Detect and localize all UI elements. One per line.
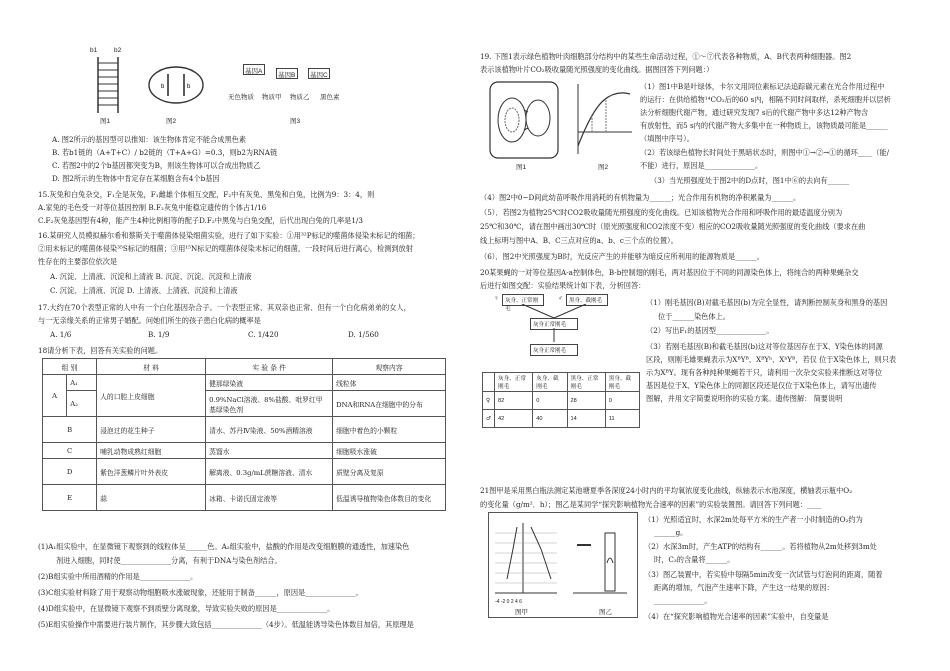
q18-answer-5: (5)E组实验操作中需要进行装片制作，其步骤大致包括______________（4步）。低温能诱导染色体数目加倍，其原理是 — [38, 620, 414, 629]
figure-1-dna-diagram — [90, 55, 130, 115]
q21-stem-1: 21图甲是采用黑白瓶法测定某池塘夏季各深度24小时内的平均氧浓度变化曲线，纵轴表示水池深度，横轴表示瓶中O₂ — [480, 486, 853, 495]
table-header-row — [483, 373, 640, 392]
male-symbol: ♂ — [558, 295, 563, 302]
figure-3-pathway — [228, 64, 348, 104]
q19-figure-2-curve — [572, 80, 634, 160]
q19-stem-2: 表示该植物叶片CO₂吸收量随光照强度的变化曲线。据图回答下列问题：） — [480, 65, 714, 74]
q21-side-5: （3）图乙装置中，若实验中每隔5min改变一次试管与灯泡间的距离，随着 — [644, 570, 883, 579]
material-cell: 蒜 — [97, 485, 206, 511]
group-cell: C — [43, 443, 97, 459]
q21-side-6: 距离的增加，气泡产生速率下降，产生这一结果的原因： — [654, 583, 834, 592]
svg-text:b: b — [161, 84, 165, 90]
q16-line-2: ②用未标记的噬菌体侵染³⁵S标记的细菌；③用¹⁵N标记的噬菌体侵染未标记的细菌，一段时间后进行离心，检测到放射 — [38, 244, 413, 253]
table-cell: 0 — [605, 392, 639, 410]
condition-cell: 解离液、0.3g/mL蔗糖溶液、清水 — [206, 459, 333, 485]
q21-side-3: （2）水深3m时，产生ATP的结构有______。若将植物从2m处移到3m处 — [644, 542, 877, 551]
fig-yi-apparatus — [571, 523, 631, 603]
table-row — [43, 459, 446, 485]
q16-line-1: 16.某研究人员模拟赫尔希和蔡斯关于噬菌体侵染细菌实验，进行了如下实验：①用³²P标记的噬菌体侵染未标记的细菌； — [38, 231, 420, 240]
q19-figure-2-caption: 图2 — [598, 164, 609, 171]
table-cell: 14 — [567, 410, 605, 428]
observation-cell: DNA和RNA在细胞中的分布 — [333, 391, 446, 417]
q17-option-b: B. 1/9 — [148, 330, 170, 339]
q17-line-2: 与一无亲缘关系的正常男子婚配。问她们所生的孩子患白化病的概率是 — [38, 316, 261, 325]
q17-option-a: A. 1/6 — [50, 330, 72, 339]
q19-figure-1-caption: 图1 — [516, 164, 527, 171]
header-observation: 观察内容 — [333, 359, 446, 375]
group-cell: D — [43, 459, 97, 485]
q16-options-cd: C. 沉淀、上清液、沉淀 D. 上清液、上清液、沉淀和上清液 — [50, 286, 238, 295]
table-cell: 0 — [533, 392, 567, 410]
condition-cell: 冰箱、卡诺氏固定液等 — [206, 485, 333, 511]
right-column — [480, 0, 920, 671]
q21-side-2: ______g。 — [654, 528, 688, 537]
q19-more-2: （5）．若图2为植物25℃时CO2吸收量随光照强度的变化曲线。已知该植物光合作用和呼吸作用的最适温度分别为 — [480, 208, 843, 217]
gene-a-node: 基因A — [245, 68, 263, 75]
observation-cell: 低温诱导植物染色体数目的变化 — [333, 485, 446, 511]
pathway-mid2: 物质乙 — [290, 94, 310, 101]
q19-more-3: 25℃和30℃，请在图中画出30℃时（原光照强度和CO2浓度不变）相应的CO2吸收量随光照强度的变化曲线（要求在曲 — [480, 222, 866, 231]
figure-2-cell-diagram — [146, 64, 206, 106]
pathway-start: 无色物质 — [228, 94, 254, 101]
q14-option-c: C. 若图2中的2个b基因都突变为B，则该生物体可以合成出物质乙 — [52, 161, 261, 170]
header-cell: 灰身、正常刚毛 — [495, 373, 533, 392]
pathway-end: 黑色素 — [320, 94, 340, 101]
q20-side-2: 位于______染色体上。 — [658, 312, 730, 321]
q20-side-5: 区段，则刚毛雄果蝇表示为XᴮYᴮ、XᴮYᵇ、XᵇYᴮ，若仅 位于X染色体上，则只表 — [646, 355, 897, 364]
group-cell: A — [43, 375, 67, 417]
q20-side-3: （2）写出F₁的基因型______________。 — [646, 326, 774, 335]
f1-box: 灰身正常刚毛 — [533, 322, 567, 328]
header-cell: 黑身、正常刚毛 — [567, 373, 605, 392]
header-group: 组 别 — [43, 359, 97, 375]
q21-side-8: （4）在“探究影响植物光合速率的因素”实验中，自变量是 — [644, 612, 829, 621]
q20-stem-2: 后进行如图交配：实验结果统计如下表，分析回答： — [480, 281, 646, 290]
subgroup-cell: A₁ — [67, 375, 97, 391]
condition-cell: 健那绿染液 — [206, 375, 333, 391]
q21-side-7: ______________。 — [654, 596, 712, 605]
table-cell: 82 — [495, 392, 533, 410]
observation-cell: 质壁分离及复原 — [333, 459, 446, 485]
observation-cell: 线粒体 — [333, 375, 446, 391]
q20-side-6: 示为XᴮY。现有各种纯种果蝇若干只，请利用一次杂交实验来推断这对等位 — [646, 368, 883, 377]
table-row — [43, 443, 446, 459]
q21-stem-2: 的变化量（g/m²．h）；图乙是某同学“探究影响植物光合速率的因素”的实验装置图。请回答下列问题：____ — [480, 500, 822, 509]
q15-stem: 15.灰兔和白兔杂交，F₁全是灰兔，F₁雌雄个体相互交配，F₂中有灰兔、黑兔和白兔，比例为9：3：4，则 — [38, 190, 375, 199]
q18-answer-1: (1)A₁组实验中，在显微镜下观察到的线粒体呈______色。A₂组实验中，盐酸的作用是改变细胞膜的通透性，加速染色 — [38, 542, 410, 551]
q16-line-3: 性存在的主要部位依次是 — [38, 257, 118, 266]
subgroup-cell: A₂ — [67, 391, 97, 417]
q17-line-1: 17.大约在70个表型正常的人中有一个白化基因杂合子。一个表型正常、其双亲也正常、但有一个白化病弟弟的女人， — [38, 303, 411, 312]
table-row — [43, 417, 446, 443]
q14-option-d: D. 图2所示的生物体中肯定存在某细胞含有4个b基因 — [52, 174, 220, 183]
q15-line-2: A.家兔的毛色受一对等位基因控制 B.F₂灰兔中能稳定遗传的个体占1/16 — [38, 203, 267, 212]
fig-yi-caption: 图乙 — [599, 609, 612, 616]
experiment-table — [42, 358, 446, 511]
q21-figure-box — [488, 512, 638, 618]
condition-cell: 蒸馏水 — [206, 443, 333, 459]
q19-figure-1-cell — [488, 80, 560, 160]
condition-cell: 清水、苏丹Ⅳ染液、50%酒精溶液 — [206, 417, 333, 443]
condition-cell: 0.9%NaCl溶液、8%盐酸、吡罗红甲基绿染色剂 — [206, 391, 333, 417]
table-header-row — [43, 359, 446, 375]
table-row — [483, 410, 640, 428]
q19-side-2: 的运行：在供给植物¹⁴CO₂后的60 s内，相隔不同时间取样，杀死细胞并以层析 — [640, 95, 891, 104]
row-label: ♂ — [483, 410, 495, 428]
label-b1: b1 — [90, 47, 98, 54]
q18-answer-3: (3)C组实验材料除了用于观察动物细胞吸水涨破现象，还能用于制备______，原因是______________。 — [38, 588, 363, 597]
q20-side-8: 图解，并用文字简要说明你的实验方案。遗传图解： 简要说明 — [646, 394, 843, 403]
figure-3-caption: 图3 — [290, 118, 301, 125]
label-b2: b2 — [114, 47, 122, 54]
header-cell: 黑身、截刚毛 — [605, 373, 639, 392]
q19-side-6: （2）若该绿色植物长时间处于黑暗状态时，则图中①→②→①的循环____（能/ — [640, 148, 890, 157]
q20-side-7: 基因是位于X、Y染色体上的同源区段还是仅位于X染色体上，请写出遗传 — [646, 381, 877, 390]
q19-side-7: 不能）进行，原因是______________。 — [640, 161, 763, 170]
q14-option-b: B. 若b1链的（A+T+C）/ b2链的（T+A+G）=0.3，则b2为RNA链 — [52, 148, 278, 157]
header-cell — [483, 373, 495, 392]
observation-cell: 细胞中着色的小颗粒 — [333, 417, 446, 443]
q19-side-3: 法分析细胞代谢产物，通过研究发现7 s后的代谢产物中多达12种产物含 — [640, 108, 869, 117]
q19-more-4: 线上标明与图中A、B、C三点对应的a、b、c三个点的位置）。 — [480, 236, 678, 245]
left-column — [38, 0, 458, 671]
q20-side-1: （1）刚毛基因(B)对截毛基因(b)为完全显性，请判断控制灰身和黑身的基因 — [646, 298, 888, 307]
material-cell: 紫色洋葱鳞片叶外表皮 — [97, 459, 206, 485]
q18-answer-4: (4)D组实验中，在显微镜下观察不到质壁分离现象，导致实验失败的原因是______________。 — [38, 604, 335, 613]
svg-text:b: b — [187, 84, 191, 90]
q18-answer-1b: 剂进入细胞，同时使______________分离，有利于DNA与染色剂结合。 — [56, 556, 282, 565]
q19-side-4: 有放射性，而5 s内的代谢产物大多集中在一种物质上，该物质最可能是______ — [640, 121, 888, 130]
q19-more-1: （4）图2中0~D间此幼苗呼吸作用消耗的有机物量为______；光合作用有机物的净积累量为______。 — [480, 193, 801, 202]
q14-option-a: A. 图2所示的基因型可以推知：该生物体肯定不能合成黑色素 — [52, 135, 247, 144]
fig-jia-chart — [493, 519, 559, 599]
observation-cell: 细胞吸水涨破 — [333, 443, 446, 459]
header-condition: 实 验 条 件 — [206, 359, 333, 375]
pathway-mid1: 物质甲 — [262, 94, 282, 101]
header-material: 材 料 — [97, 359, 206, 375]
q18-title: 18请分析下表，回答有关实验的问题。 — [38, 346, 163, 355]
group-cell: B — [43, 417, 97, 443]
q17-option-c: C. 1/420 — [248, 330, 279, 339]
q16-options-ab: A. 沉淀、上清液、沉淀和上清液 B. 沉淀、沉淀、沉淀和上清液 — [50, 272, 252, 281]
gene-b-node: 基因B — [278, 72, 296, 79]
figure-2-caption: 图2 — [166, 118, 177, 125]
row-label: ♀ — [483, 392, 495, 410]
fig-jia-axis: -4 -2 0 2 4 6 — [495, 599, 522, 605]
material-cell: 哺乳动物成熟红细胞 — [97, 443, 206, 459]
female-symbol: ♀ — [494, 295, 499, 302]
q15-line-3: C.F₂灰兔基因型有4种，能产生4种比例相等的配子D.F₂中黑兔与白兔交配，后代出现白兔的几率是1/3 — [38, 216, 363, 225]
q19-side-8: （3）当光照强度处于图2中的D点时，图1中⑥的去向有______ — [650, 176, 850, 185]
q19-side-5: （填图中序号）。 — [640, 134, 694, 143]
q17-option-d: D. 1/560 — [348, 330, 379, 339]
table-row — [43, 375, 446, 391]
q20-cross-diagram — [494, 294, 614, 356]
group-cell: E — [43, 485, 97, 511]
f1b-box: 灰身正常刚毛 — [533, 348, 567, 354]
gene-c-node: 基因C — [310, 72, 328, 79]
q18-answer-2: (2)B组实验中所用酒精的作用是______________。 — [38, 572, 198, 581]
q21-side-1: （1）光照适宜时，水深2m处每平方米的生产者一小时制造的O₂约为 — [644, 515, 863, 524]
q20-side-4: （3）若刚毛基因(B)和截毛基因(b)这对等位基因存在于X、Y染色体的同源 — [646, 342, 883, 351]
table-cell: 40 — [533, 410, 567, 428]
table-cell: 42 — [495, 410, 533, 428]
q19-side-1: （1）图1中B是叶绿体，卡尔文用同位素标记法追踪碳元素在光合作用过程中 — [640, 82, 885, 91]
table-cell: 28 — [567, 392, 605, 410]
header-cell: 灰身、截刚毛 — [533, 373, 567, 392]
material-cell: 浸泡过的花生种子 — [97, 417, 206, 443]
parent-2-box: 黑身、截刚毛 — [569, 298, 603, 304]
q21-side-4: 时，C₃的含量将______。 — [654, 555, 735, 564]
q19-more-5: （6）．图2中光照强度为B时，光反应产生的并能够为暗反应所利用的能源物质是______。 — [480, 252, 764, 261]
material-cell: 人的口腔上皮细胞 — [97, 375, 206, 417]
table-row — [43, 485, 446, 511]
parent-1-box: 灰身、正常刚毛 — [505, 298, 539, 312]
q19-stem-1: 19. 下图1表示绿色植物叶肉细胞部分结构中的某些生命活动过程，①～⑦代表各种物质，A、B代表两种细胞器。图2 — [480, 52, 852, 61]
figure-1-caption: 图1 — [100, 118, 111, 125]
table-cell: 11 — [605, 410, 639, 428]
table-row — [483, 392, 640, 410]
q20-stem-1: 20某果蝇的一对等位基因A-a控制体色，B-b控制翅的刚毛，两对基因位于不同的同源染色体上，将纯合的两种果蝇杂交 — [480, 268, 859, 277]
q20-result-table — [482, 372, 640, 428]
fig-jia-caption: 图甲 — [515, 609, 528, 616]
